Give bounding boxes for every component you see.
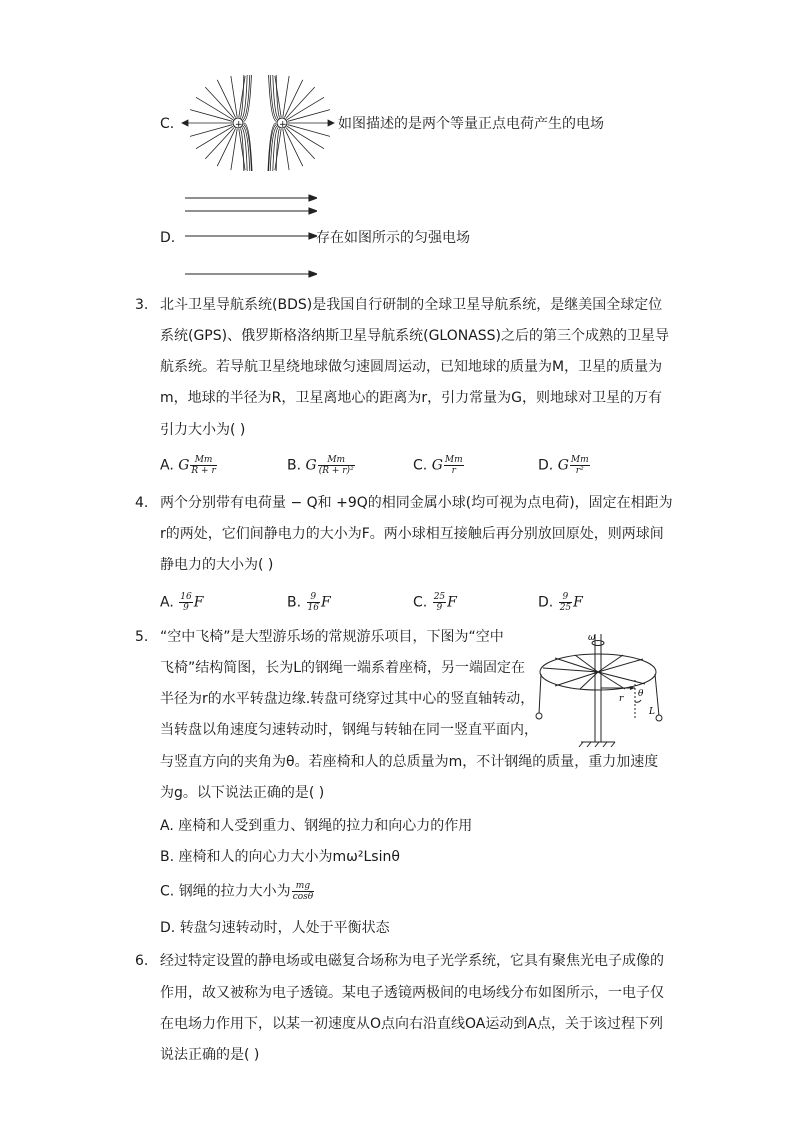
q3-line-2: 系统(GPS)、俄罗斯格洛纳斯卫星导航系统(GLONASS)之后的第三个成熟的卫星导	[160, 328, 670, 344]
q4-line-1: 两个分别带有电荷量 − Q和 +9Q的相同金属小球(均可视为点电荷)，固定在相距为	[160, 495, 673, 511]
q5-line-6: 为g。以下说法正确的是( )	[160, 785, 325, 801]
q3-option-d[interactable]	[538, 455, 591, 476]
q4-option-c[interactable]	[413, 592, 457, 613]
field-line	[283, 76, 289, 117]
q4-option-b[interactable]	[287, 592, 331, 613]
option-label: C.	[413, 594, 428, 611]
option-label: B.	[287, 457, 302, 474]
q2-option-c-text: 如图描述的是两个等量正点电荷产生的电场	[338, 116, 604, 132]
theta-label: θ	[638, 689, 644, 699]
option-label: A.	[160, 594, 174, 611]
q5-number: 5.	[135, 629, 149, 645]
field-line	[244, 125, 252, 171]
option-label: A.	[160, 818, 174, 834]
q3-option-b[interactable]	[287, 455, 356, 476]
option-fraction	[307, 592, 320, 613]
q5-option-d[interactable]	[160, 918, 390, 938]
option-fraction	[433, 592, 446, 613]
fraction-numerator: Mm	[318, 455, 355, 466]
q3-number: 3.	[135, 297, 149, 313]
option-suffix: F	[573, 594, 583, 611]
q3-option-c[interactable]	[413, 455, 465, 476]
option-label: D.	[538, 594, 554, 611]
option-label: B.	[287, 594, 302, 611]
option-fraction	[444, 455, 464, 476]
q5-option-c[interactable]	[160, 881, 315, 902]
fraction-numerator: 9	[307, 592, 320, 603]
q5-line-4: 当转盘以角速度匀速转动时，钢绳与转轴在同一竖直平面内，	[160, 722, 538, 738]
q5-option-a[interactable]	[160, 816, 472, 836]
option-label: A.	[160, 457, 174, 474]
option-suffix: F	[320, 594, 331, 611]
fraction-denominator: r²	[575, 466, 584, 476]
q6-line-4: 说法正确的是( )	[160, 1047, 260, 1063]
q3-line-3: 航系统。若导航卫星绕地球做匀速圆周运动，已知地球的质量为M，卫星的质量为	[160, 359, 663, 375]
q3-line-5: 引力大小为( )	[160, 422, 246, 438]
option-prefix: G	[178, 457, 190, 474]
option-fraction	[190, 455, 216, 476]
fraction-numerator: Mm	[190, 455, 216, 466]
fraction-denominator: R + r	[191, 466, 216, 476]
fraction-denominator: (R + r)²	[318, 466, 354, 476]
field-line	[286, 87, 315, 118]
fraction-denominator: 9	[436, 603, 443, 613]
fraction-denominator: 25	[559, 603, 572, 613]
fraction-numerator: 25	[433, 592, 446, 602]
field-line	[283, 129, 289, 170]
q4-option-a[interactable]	[160, 592, 203, 613]
q5-line-2: 飞椅”结构简图，长为L的钢绳一端系着座椅，另一端固定在	[160, 660, 526, 676]
flying-chair-figure	[535, 628, 665, 752]
fraction-denominator: r	[451, 466, 456, 476]
option-text: 座椅和人受到重力、钢绳的拉力和向心力的作用	[178, 818, 473, 834]
q5-option-b[interactable]	[160, 847, 400, 867]
svg-text:+: +	[235, 120, 243, 130]
q2-option-d-text: 存在如图所示的匀强电场	[316, 230, 470, 246]
fraction-numerator: mg	[292, 881, 315, 892]
q3-line-4: m，地球的半径为R，卫星离地心的距离为r，引力常量为G，则地球对卫星的万有	[160, 390, 662, 406]
q6-line-2: 作用，故又被称为电子透镜。某电子透镜两极间的电场线分布如图所示，一电子仅	[160, 985, 664, 1001]
option-label: C.	[413, 457, 428, 474]
svg-text:+: +	[279, 120, 287, 130]
option-prefix: G	[557, 457, 569, 474]
q5-line-5: 与竖直方向的夹角为θ。若座椅和人的总质量为m，不计钢绳的质量，重力加速度	[160, 754, 659, 770]
option-label: C.	[160, 883, 175, 900]
q6-number: 6.	[135, 953, 149, 969]
field-line	[231, 76, 237, 117]
two-positive-charges-field-figure	[180, 72, 336, 176]
fraction-denominator: cosθ	[292, 892, 314, 902]
q4-line-3: 静电力的大小为( )	[160, 557, 274, 573]
q2-option-c-label: C.	[160, 116, 175, 132]
option-label: D.	[538, 457, 554, 474]
q6-line-1: 经过特定设置的静电场或电磁复合场称为电子光学系统，它具有聚焦光电子成像的	[160, 953, 664, 969]
q5-line-1: “空中飞椅”是大型游乐场的常规游乐项目，下图为“空中	[160, 629, 504, 645]
fraction-denominator: 16	[307, 603, 319, 613]
q2-option-d-label: D.	[160, 230, 176, 246]
field-line	[205, 87, 234, 118]
q4-option-d[interactable]	[538, 592, 583, 613]
field-arrow	[182, 120, 188, 126]
option-text: 钢绳的拉力大小为	[178, 883, 291, 900]
q3-option-a[interactable]	[160, 455, 218, 476]
option-label: B.	[160, 849, 175, 865]
q3-line-1: 北斗卫星导航系统(BDS)是我国自行研制的全球卫星导航系统，是继美国全球定位	[160, 297, 663, 313]
option-suffix: F	[447, 594, 457, 611]
omega-label: ω	[588, 633, 596, 643]
q6-line-3: 在电场力作用下，以某一初速度从O点向右沿直线OA运动到A点，关于该过程下列	[160, 1016, 663, 1032]
radius-label: r	[619, 694, 624, 704]
q4-number: 4.	[135, 495, 149, 511]
option-fraction	[559, 592, 572, 613]
option-label: D.	[160, 920, 176, 936]
fraction-numerator: Mm	[570, 455, 589, 465]
option-text: 座椅和人的向心力大小为mω²Lsinθ	[178, 849, 400, 865]
option-text: 转盘匀速转动时，人处于平衡状态	[179, 920, 390, 936]
fraction-numerator: 16	[180, 592, 192, 602]
option-prefix: G	[305, 457, 317, 474]
field-line	[231, 129, 237, 170]
option-fraction	[318, 455, 355, 476]
field-arrow	[328, 120, 334, 126]
field-line	[244, 75, 252, 121]
option-suffix: F	[193, 594, 204, 611]
fraction-numerator: 9	[559, 592, 572, 603]
field-line	[269, 75, 277, 121]
field-line	[205, 128, 234, 159]
option-fraction	[292, 881, 315, 902]
option-prefix: G	[431, 457, 443, 474]
q4-line-2: r的两处，它们间静电力的大小为F。两小球相互接触后再分别放回原处，则两球间	[160, 526, 664, 542]
uniform-field-figure	[183, 188, 317, 282]
option-fraction	[570, 455, 590, 476]
fraction-denominator: 9	[183, 603, 189, 613]
rope-length-label: L	[649, 707, 655, 717]
field-line	[286, 128, 315, 159]
q5-line-3: 半径为r的水平转盘边缘.转盘可绕穿过其中心的竖直轴转动，	[160, 691, 535, 707]
option-fraction	[179, 592, 192, 613]
fraction-numerator: Mm	[444, 455, 463, 465]
